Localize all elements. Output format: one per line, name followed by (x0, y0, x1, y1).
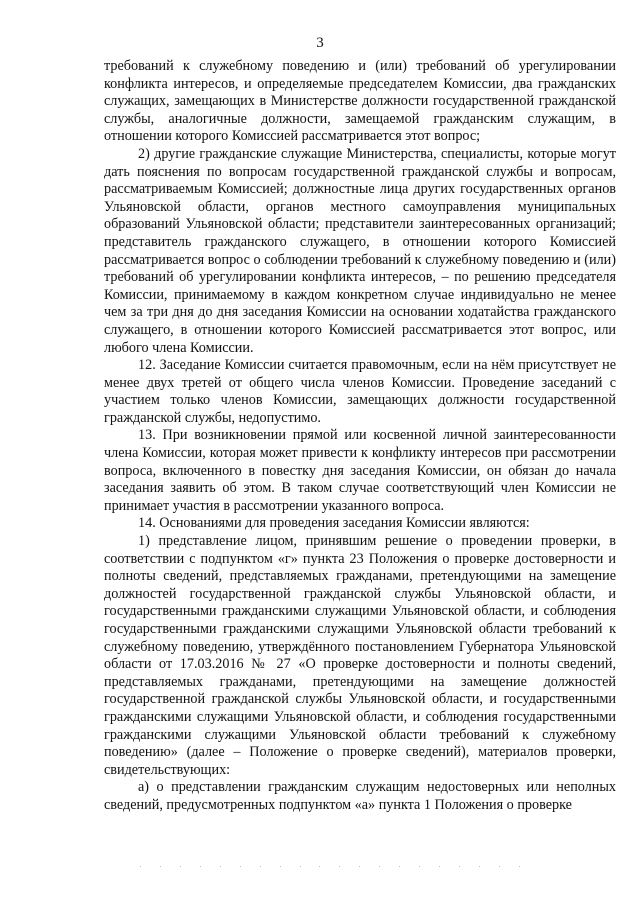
paragraph-6: 1) представление лицом, принявшим решение о проведении проверки, в соответствии с подпунктом «г» пункта 23 Положения о проверке достоверности и полноты сведений, представляемых гражданами, претендующими на замещение должностей государственной гражданской службы Ульяновской области, и государственными гражданскими служащими Ульяновской области, и соблюдения государственными гражданскими служащими Ульяновской области требований к служебному поведению, утверждённого постановлением Губернатора Ульяновской области от 17.03.2016 № 27 «О проверке достоверности и полноты сведений, представляемых гражданами, претендующими на замещение должностей государственной гражданской службы Ульяновской области, и государственными гражданскими служащими Ульяновской области, и соблюдения государственными гражданскими служащими Ульяновской области требований к служебному поведению» (далее – Положение о проверке сведений), материалов проверки, свидетельствующих: (104, 533, 616, 778)
document-body (104, 58, 616, 815)
paragraph-4: 13. При возникновении прямой или косвенной личной заинтересованности члена Комиссии, которая может привести к конфликту интересов при рассмотрении вопроса, включенного в повестку дня заседания Комиссии, он обязан до начала заседания заявить об этом. В таком случае соответствующий член Комиссии не принимает участия в рассмотрении указанного вопроса. (104, 427, 616, 514)
paragraph-3: 12. Заседание Комиссии считается правомочным, если на нём присутствует не менее двух третей от общего числа членов Комиссии. Проведение заседаний с участием только членов Комиссии, замещающих должности государственной гражданской службы, недопустимо. (104, 357, 616, 426)
paragraph-1: требований к служебному поведению и (или) требований об урегулировании конфликта интересов, и определяемые председателем Комиссии, два гражданских служащих, замещающих в Министерстве должности государственной гражданской службы, аналогичные должности, замещаемой гражданским служащим, в отношении которого Комиссией рассматривается этот вопрос; (104, 58, 616, 145)
paragraph-2: 2) другие гражданские служащие Министерства, специалисты, которые могут дать пояснения по вопросам государственной гражданской службы и вопросам, рассматриваемым Комиссией; должностные лица других государственных органов Ульяновской области, органов местного самоуправления муниципальных образований Ульяновской области; представители заинтересованных организаций; представитель гражданского служащего, в отношении которого Комиссией рассматривается вопрос о соблюдении требований к служебному поведению и (или) требований об урегулировании конфликта интересов, – по решению председателя Комиссии, принимаемому в каждом конкретном случае индивидуально не менее чем за три дня до дня заседания Комиссии на основании ходатайства гражданского служащего, в отношении которого Комиссией рассматривается этот вопрос, или любого члена Комиссии. (104, 145, 616, 356)
scan-speckle (140, 866, 520, 870)
paragraph-5: 14. Основаниями для проведения заседания Комиссии являются: (138, 515, 530, 532)
paragraph-7: а) о представлении гражданским служащим недостоверных или неполных сведений, предусмотренных подпунктом «а» пункта 1 Положения о проверке (104, 779, 616, 813)
page-number: 3 (316, 35, 324, 51)
